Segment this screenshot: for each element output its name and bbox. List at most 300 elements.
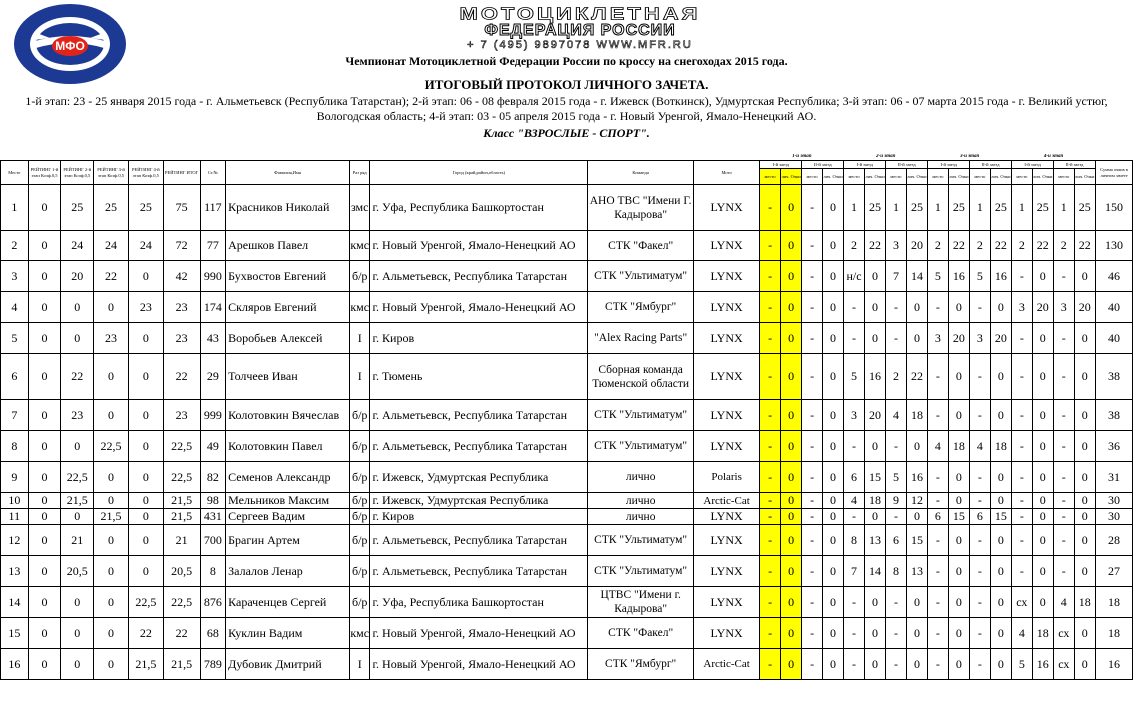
cell-race-place: 5 xyxy=(928,261,948,292)
cell-race-points: 18 xyxy=(864,493,885,509)
cell-race-place: - xyxy=(802,323,822,354)
cell-race-points: 0 xyxy=(1032,400,1053,431)
cell-race-place: - xyxy=(802,354,822,400)
cell-race-points: 20 xyxy=(906,231,927,261)
cell-race-place: 8 xyxy=(844,525,864,556)
cell-race-place: - xyxy=(1054,525,1074,556)
cell-race-points: 18 xyxy=(948,431,969,462)
cell-rating-stage4: 0 xyxy=(128,462,163,493)
table-row xyxy=(1,462,1133,493)
cell-city: г. Альметьевск, Республика Татарстан xyxy=(370,431,588,462)
cell-race-points: 0 xyxy=(822,556,843,587)
cell-rating-stage4: 0 xyxy=(128,509,163,525)
cell-sum: 28 xyxy=(1096,525,1133,556)
cell-race-points: 20 xyxy=(1074,292,1095,323)
cell-rating-stage1: 0 xyxy=(28,509,61,525)
col-sum: Сумма очков в личном зачете xyxy=(1096,161,1133,185)
cell-city: г. Альметьевск, Республика Татарстан xyxy=(370,400,588,431)
cell-race-points: 12 xyxy=(906,493,927,509)
cell-race-place: - xyxy=(886,292,906,323)
cell-race-place: - xyxy=(1054,431,1074,462)
cell-race-points: 0 xyxy=(780,261,801,292)
cell-rank: I xyxy=(349,323,369,354)
cell-race-place: н/с xyxy=(844,261,864,292)
cell-race-place: 4 xyxy=(928,431,948,462)
cell-moto: LYNX xyxy=(693,509,760,525)
cell-race-place: - xyxy=(760,185,780,231)
cell-race-points: 0 xyxy=(906,292,927,323)
cell-rating-stage1: 0 xyxy=(28,354,61,400)
cell-race-place: - xyxy=(760,509,780,525)
cell-race-place: - xyxy=(886,431,906,462)
results-table xyxy=(0,154,1133,680)
cell-race-place: - xyxy=(802,618,822,649)
col-race-points: лич. Очки xyxy=(822,169,843,185)
cell-rating-stage2: 0 xyxy=(61,649,94,680)
cell-start-number: 789 xyxy=(200,649,226,680)
cell-city: г. Новый Уренгой, Ямало-Ненецкий АО xyxy=(370,649,588,680)
cell-moto: LYNX xyxy=(693,323,760,354)
cell-race-points: 0 xyxy=(864,323,885,354)
cell-moto: LYNX xyxy=(693,556,760,587)
cell-city: г. Альметьевск, Республика Татарстан xyxy=(370,556,588,587)
cell-race-points: 0 xyxy=(948,292,969,323)
cell-team: Сборная команда Тюменской области xyxy=(588,354,693,400)
race-label: I-й заезд xyxy=(844,161,886,169)
cell-team: СТК "Ультиматум" xyxy=(588,556,693,587)
cell-race-points: 0 xyxy=(780,649,801,680)
cell-race-points: 0 xyxy=(780,354,801,400)
cell-race-place: - xyxy=(970,618,990,649)
cell-rank: б/р xyxy=(349,431,369,462)
cell-race-points: 0 xyxy=(1074,509,1095,525)
cell-race-place: 1 xyxy=(928,185,948,231)
table-row xyxy=(1,400,1133,431)
stage3-label: 3-й этап xyxy=(959,154,980,159)
cell-rider-name: Мельников Максим xyxy=(226,493,350,509)
cell-rating-stage2: 0 xyxy=(61,618,94,649)
cell-race-points: 0 xyxy=(948,462,969,493)
cell-race-points: 0 xyxy=(780,587,801,618)
cell-race-points: 15 xyxy=(906,525,927,556)
cell-race-points: 0 xyxy=(864,292,885,323)
cell-rating-stage3: 0 xyxy=(94,292,129,323)
cell-rider-name: Куклин Вадим xyxy=(226,618,350,649)
cell-rating-stage3: 0 xyxy=(94,618,129,649)
cell-rating-total: 21 xyxy=(163,525,200,556)
col-place: Место xyxy=(1,161,29,185)
cell-rating-stage3: 0 xyxy=(94,462,129,493)
col-r2: РЕЙТИНГ 2-й этап Коэф.0,5 xyxy=(61,161,94,185)
cell-team: лично xyxy=(588,493,693,509)
cell-rating-total: 22 xyxy=(163,354,200,400)
cell-race-points: 25 xyxy=(1074,185,1095,231)
cell-race-points: 0 xyxy=(1074,354,1095,400)
cell-race-points: 0 xyxy=(780,431,801,462)
cell-race-points: 0 xyxy=(780,231,801,261)
cell-race-points: 25 xyxy=(864,185,885,231)
cell-city: г. Новый Уренгой, Ямало-Ненецкий АО xyxy=(370,292,588,323)
cell-race-place: 2 xyxy=(970,231,990,261)
cell-race-points: 0 xyxy=(822,649,843,680)
cell-race-place: - xyxy=(1054,261,1074,292)
cell-race-place: - xyxy=(1012,462,1032,493)
cell-place: 8 xyxy=(1,431,29,462)
cell-rider-name: Дубовик Дмитрий xyxy=(226,649,350,680)
race-label: I-й заезд xyxy=(928,161,970,169)
cell-race-points: 0 xyxy=(1032,587,1053,618)
cell-race-points: 0 xyxy=(1074,618,1095,649)
cell-moto: LYNX xyxy=(693,292,760,323)
cell-race-points: 0 xyxy=(822,185,843,231)
table-row xyxy=(1,618,1133,649)
cell-race-points: 0 xyxy=(990,587,1011,618)
cell-place: 9 xyxy=(1,462,29,493)
cell-rank: б/р xyxy=(349,493,369,509)
cell-race-points: 0 xyxy=(1032,525,1053,556)
cell-sum: 38 xyxy=(1096,400,1133,431)
cell-race-points: 0 xyxy=(948,525,969,556)
cell-race-points: 0 xyxy=(864,431,885,462)
col-num: Ст.№ xyxy=(200,161,226,185)
cell-race-place: 1 xyxy=(970,185,990,231)
col-total: РЕЙТИНГ ИТОГ xyxy=(163,161,200,185)
cell-moto: LYNX xyxy=(693,354,760,400)
cell-moto: LYNX xyxy=(693,261,760,292)
cell-race-place: - xyxy=(802,261,822,292)
cell-sum: 31 xyxy=(1096,462,1133,493)
cell-rating-stage4: 24 xyxy=(128,231,163,261)
cell-race-place: 2 xyxy=(928,231,948,261)
cell-sum: 40 xyxy=(1096,323,1133,354)
cell-rider-name: Сергеев Вадим xyxy=(226,509,350,525)
cell-race-place: - xyxy=(928,400,948,431)
cell-race-points: 0 xyxy=(1074,525,1095,556)
cell-race-place: - xyxy=(844,587,864,618)
cell-race-place: 5 xyxy=(970,261,990,292)
cell-race-points: 16 xyxy=(864,354,885,400)
cell-race-points: 0 xyxy=(822,493,843,509)
cell-race-place: - xyxy=(1054,354,1074,400)
table-row xyxy=(1,493,1133,509)
cell-race-points: 13 xyxy=(864,525,885,556)
cell-race-place: - xyxy=(1012,261,1032,292)
cell-team: СТК "Ультиматум" xyxy=(588,431,693,462)
col-team: Команда xyxy=(588,161,693,185)
cell-race-place: - xyxy=(1012,525,1032,556)
cell-rating-stage3: 24 xyxy=(94,231,129,261)
cell-rating-stage3: 0 xyxy=(94,354,129,400)
cell-rank: кмс xyxy=(349,292,369,323)
cell-rider-name: Толчеев Иван xyxy=(226,354,350,400)
championship-title: Чемпионат Мотоциклетной Федерации России по кроссу на снегоходах 2015 года. xyxy=(345,54,788,68)
cell-rating-stage2: 21,5 xyxy=(61,493,94,509)
cell-rating-stage2: 21 xyxy=(61,525,94,556)
cell-race-points: 0 xyxy=(780,400,801,431)
cell-race-points: 0 xyxy=(1032,493,1053,509)
cell-rider-name: Брагин Артем xyxy=(226,525,350,556)
cell-race-place: - xyxy=(928,525,948,556)
cell-race-place: 2 xyxy=(1054,231,1074,261)
cell-race-place: 2 xyxy=(844,231,864,261)
cell-start-number: 49 xyxy=(200,431,226,462)
cell-race-place: - xyxy=(844,431,864,462)
cell-race-points: 0 xyxy=(948,556,969,587)
cell-rating-stage2: 22,5 xyxy=(61,462,94,493)
cell-city: г. Новый Уренгой, Ямало-Ненецкий АО xyxy=(370,231,588,261)
class-title: Класс "ВЗРОСЛЫЕ - СПОРТ". xyxy=(483,126,650,140)
cell-rating-total: 21,5 xyxy=(163,649,200,680)
cell-start-number: 98 xyxy=(200,493,226,509)
col-race-place: место xyxy=(1054,169,1074,185)
cell-race-place: - xyxy=(1054,556,1074,587)
cell-rating-stage1: 0 xyxy=(28,556,61,587)
cell-race-place: - xyxy=(928,587,948,618)
cell-moto: LYNX xyxy=(693,587,760,618)
cell-city: г. Альметьевск, Республика Татарстан xyxy=(370,261,588,292)
cell-rating-stage4: 25 xyxy=(128,185,163,231)
table-row xyxy=(1,525,1133,556)
cell-moto: Arctic-Cat xyxy=(693,649,760,680)
cell-team: СТК "Ультиматум" xyxy=(588,525,693,556)
cell-race-points: 0 xyxy=(822,587,843,618)
cell-race-points: 14 xyxy=(906,261,927,292)
cell-race-place: 7 xyxy=(844,556,864,587)
cell-race-points: 0 xyxy=(822,618,843,649)
col-r4: РЕЙТИНГ 4-й этап Коэф.0,5 xyxy=(128,161,163,185)
cell-rating-total: 22,5 xyxy=(163,431,200,462)
cell-place: 4 xyxy=(1,292,29,323)
cell-race-place: 3 xyxy=(886,231,906,261)
cell-place: 2 xyxy=(1,231,29,261)
col-race-points: лич. Очки xyxy=(1032,169,1053,185)
cell-race-points: 0 xyxy=(906,431,927,462)
cell-start-number: 29 xyxy=(200,354,226,400)
col-race-place: место xyxy=(1012,169,1032,185)
cell-race-points: 0 xyxy=(1074,261,1095,292)
cell-race-place: - xyxy=(844,509,864,525)
cell-race-place: 5 xyxy=(886,462,906,493)
cell-rating-stage2: 22 xyxy=(61,354,94,400)
cell-race-place: 3 xyxy=(844,400,864,431)
col-r1: РЕЙТИНГ 1-й этап Коэф.0,5 xyxy=(28,161,61,185)
cell-rating-stage4: 23 xyxy=(128,292,163,323)
cell-rating-stage3: 0 xyxy=(94,556,129,587)
cell-place: 10 xyxy=(1,493,29,509)
cell-rating-stage4: 0 xyxy=(128,323,163,354)
cell-rating-stage1: 0 xyxy=(28,400,61,431)
race-label: II-й заезд xyxy=(1054,161,1096,169)
cell-rank: б/р xyxy=(349,509,369,525)
col-race-place: место xyxy=(844,169,864,185)
cell-race-points: 22 xyxy=(990,231,1011,261)
cell-race-points: 0 xyxy=(1032,462,1053,493)
cell-race-place: - xyxy=(802,431,822,462)
cell-rating-stage2: 0 xyxy=(61,292,94,323)
cell-race-points: 16 xyxy=(948,261,969,292)
cell-race-place: 4 xyxy=(970,431,990,462)
cell-rating-stage3: 0 xyxy=(94,400,129,431)
table-row xyxy=(1,323,1133,354)
cell-race-points: 0 xyxy=(1074,556,1095,587)
cell-sum: 46 xyxy=(1096,261,1133,292)
cell-race-points: 0 xyxy=(864,587,885,618)
stages-line2: Вологодская область; 4-й этап: 03 - 05 апреля 2015 года - г. Новый Уренгой, Ямало-Ненецкий АО. xyxy=(316,109,817,123)
cell-race-points: 0 xyxy=(948,587,969,618)
mfo-logo xyxy=(10,2,130,86)
cell-race-points: 0 xyxy=(990,493,1011,509)
cell-start-number: 8 xyxy=(200,556,226,587)
cell-race-points: 0 xyxy=(780,323,801,354)
cell-rating-stage2: 0 xyxy=(61,509,94,525)
cell-race-points: 22 xyxy=(948,231,969,261)
cell-rating-stage3: 0 xyxy=(94,493,129,509)
cell-race-place: - xyxy=(886,649,906,680)
cell-race-place: - xyxy=(1012,400,1032,431)
cell-rating-stage1: 0 xyxy=(28,185,61,231)
cell-rating-stage3: 22,5 xyxy=(94,431,129,462)
cell-race-place: 9 xyxy=(886,493,906,509)
cell-rank: I xyxy=(349,354,369,400)
cell-race-place: - xyxy=(1012,556,1032,587)
cell-sum: 30 xyxy=(1096,509,1133,525)
cell-race-points: 0 xyxy=(780,493,801,509)
cell-city: г. Киров xyxy=(370,509,588,525)
race-label: II-й заезд xyxy=(886,161,928,169)
cell-race-place: - xyxy=(802,587,822,618)
cell-race-place: - xyxy=(760,618,780,649)
col-race-points: лич. Очки xyxy=(780,169,801,185)
cell-race-place: 3 xyxy=(928,323,948,354)
table-row xyxy=(1,261,1133,292)
cell-race-points: 0 xyxy=(948,493,969,509)
table-row xyxy=(1,292,1133,323)
cell-race-place: - xyxy=(970,292,990,323)
cell-race-points: 15 xyxy=(948,509,969,525)
cell-sum: 16 xyxy=(1096,649,1133,680)
cell-rating-stage2: 23 xyxy=(61,400,94,431)
logo-abbr: МФО xyxy=(55,39,85,53)
race-label: I-й заезд xyxy=(1012,161,1054,169)
cell-rating-stage4: 0 xyxy=(128,261,163,292)
cell-rating-stage4: 0 xyxy=(128,525,163,556)
cell-rating-stage1: 0 xyxy=(28,231,61,261)
cell-rating-stage2: 25 xyxy=(61,185,94,231)
cell-race-points: 0 xyxy=(990,649,1011,680)
cell-race-points: 0 xyxy=(990,462,1011,493)
cell-race-points: 22 xyxy=(864,231,885,261)
cell-moto: LYNX xyxy=(693,618,760,649)
cell-race-place: - xyxy=(760,587,780,618)
cell-race-points: 0 xyxy=(1074,493,1095,509)
cell-rider-name: Караченцев Сергей xyxy=(226,587,350,618)
cell-rider-name: Семенов Александр xyxy=(226,462,350,493)
cell-rating-stage3: 22 xyxy=(94,261,129,292)
stage2-label: 2-й этап xyxy=(876,154,896,159)
cell-rating-stage1: 0 xyxy=(28,493,61,509)
cell-team: лично xyxy=(588,462,693,493)
cell-race-points: 0 xyxy=(822,462,843,493)
cell-rating-stage1: 0 xyxy=(28,587,61,618)
mfo-emblem-icon xyxy=(10,2,130,86)
cell-moto: LYNX xyxy=(693,185,760,231)
cell-race-points: 0 xyxy=(906,618,927,649)
cell-race-points: 0 xyxy=(822,354,843,400)
cell-race-points: 0 xyxy=(1032,354,1053,400)
stage4-label: 4-й этап xyxy=(1043,154,1064,159)
cell-rank: змс xyxy=(349,185,369,231)
cell-race-place: - xyxy=(760,525,780,556)
cell-rating-total: 23 xyxy=(163,292,200,323)
cell-race-place: 1 xyxy=(1054,185,1074,231)
cell-team: СТК "Ультиматум" xyxy=(588,400,693,431)
cell-race-place: - xyxy=(886,509,906,525)
cell-race-points: 16 xyxy=(1032,649,1053,680)
cell-rating-total: 75 xyxy=(163,185,200,231)
race-label: II-й заезд xyxy=(802,161,844,169)
cell-place: 12 xyxy=(1,525,29,556)
cell-moto: Arctic-Cat xyxy=(693,493,760,509)
cell-place: 13 xyxy=(1,556,29,587)
cell-rating-stage4: 22,5 xyxy=(128,587,163,618)
cell-rank: кмс xyxy=(349,618,369,649)
cell-start-number: 77 xyxy=(200,231,226,261)
cell-race-place: 1 xyxy=(844,185,864,231)
cell-race-points: 0 xyxy=(780,618,801,649)
cell-race-points: 0 xyxy=(948,354,969,400)
col-race-place: место xyxy=(970,169,990,185)
cell-race-points: 18 xyxy=(1032,618,1053,649)
cell-team: СТК "Ямбург" xyxy=(588,649,693,680)
cell-race-place: - xyxy=(1012,354,1032,400)
cell-sum: 18 xyxy=(1096,618,1133,649)
cell-race-place: - xyxy=(802,231,822,261)
table-row xyxy=(1,231,1133,261)
cell-race-points: 0 xyxy=(1032,261,1053,292)
cell-race-place: - xyxy=(802,556,822,587)
col-race-place: место xyxy=(760,169,780,185)
cell-race-place: - xyxy=(928,292,948,323)
cell-race-points: 0 xyxy=(1074,462,1095,493)
cell-race-points: 0 xyxy=(1074,400,1095,431)
cell-race-points: 0 xyxy=(822,509,843,525)
cell-rating-stage2: 0 xyxy=(61,431,94,462)
cell-sum: 130 xyxy=(1096,231,1133,261)
cell-race-place: - xyxy=(802,509,822,525)
race-label: I-й заезд xyxy=(760,161,802,169)
col-city: Город (край,район,область) xyxy=(370,161,588,185)
cell-race-place: 5 xyxy=(1012,649,1032,680)
table-row xyxy=(1,509,1133,525)
brand-line1: МОТОЦИКЛЕТНАЯ xyxy=(459,3,701,24)
cell-race-place: - xyxy=(886,587,906,618)
cell-place: 3 xyxy=(1,261,29,292)
cell-sum: 38 xyxy=(1096,354,1133,400)
cell-team: СТК "Ультиматум" xyxy=(588,261,693,292)
cell-race-points: 0 xyxy=(948,400,969,431)
cell-rating-stage2: 0 xyxy=(61,323,94,354)
cell-rating-stage1: 0 xyxy=(28,323,61,354)
col-race-place: место xyxy=(928,169,948,185)
cell-race-points: 0 xyxy=(822,400,843,431)
cell-city: г. Уфа, Республика Башкортостан xyxy=(370,587,588,618)
cell-race-place: - xyxy=(760,462,780,493)
cell-start-number: 700 xyxy=(200,525,226,556)
cell-race-points: 14 xyxy=(864,556,885,587)
cell-rating-stage1: 0 xyxy=(28,462,61,493)
cell-rating-stage2: 20 xyxy=(61,261,94,292)
cell-rating-total: 23 xyxy=(163,323,200,354)
